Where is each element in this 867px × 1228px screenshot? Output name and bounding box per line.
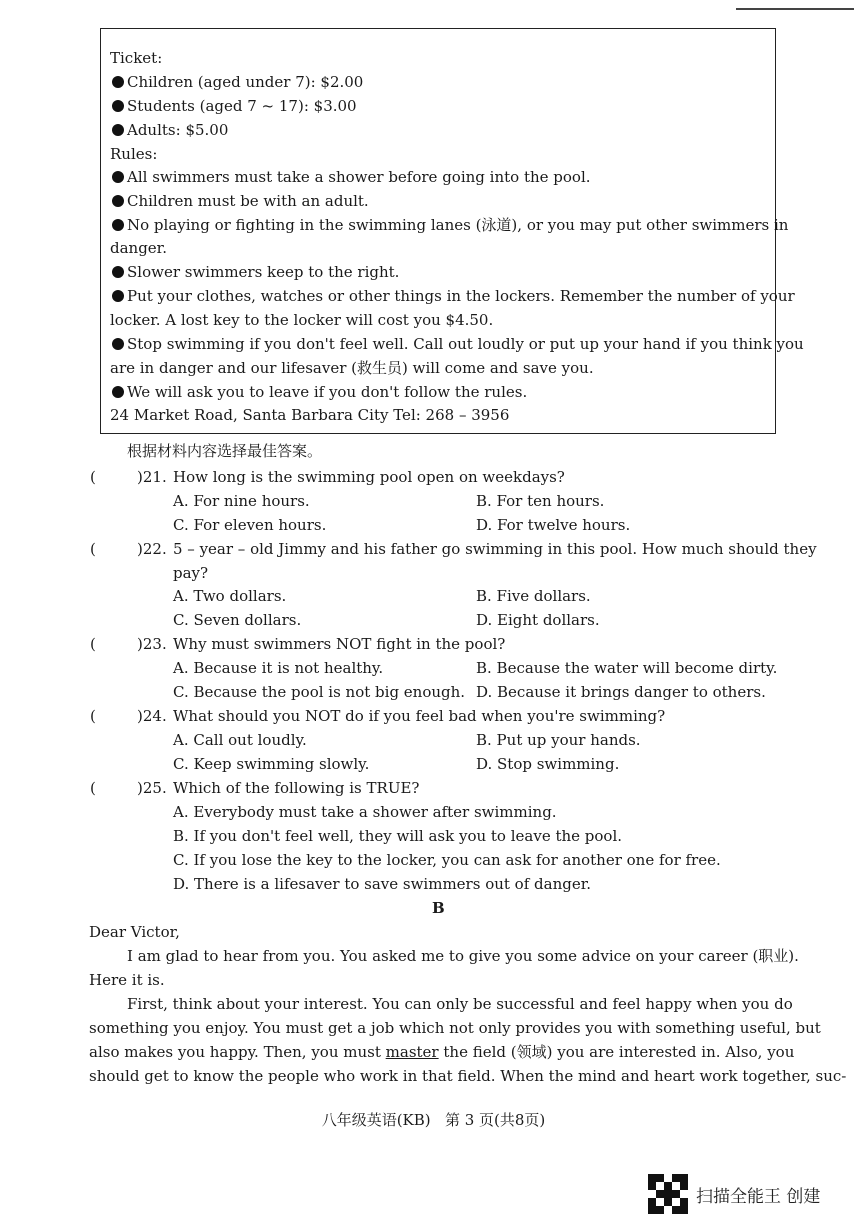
letter-line-1: I am glad to hear from you. You asked me to give you some advice on your career (职业). <box>127 947 799 965</box>
instruction: 根据材料内容选择最佳答案。 <box>127 442 323 460</box>
letter-line-4: something you enjoy. You must get a job which not only provides you with something useful, but <box>89 1019 821 1037</box>
question-21-stem: How long is the swimming pool open on weekdays? <box>173 468 565 486</box>
rule-3-cont: danger. <box>110 239 167 257</box>
bullet-icon <box>112 266 124 278</box>
underlined-word-master: master <box>385 1043 439 1061</box>
question-24-stem: What should you NOT do if you feel bad when you're swimming? <box>173 707 666 725</box>
q23-option-d: D. Because it brings danger to others. <box>476 683 766 701</box>
section-b-label: B <box>432 899 445 917</box>
q22-option-c: C. Seven dollars. <box>173 611 302 629</box>
letter-line-3: First, think about your interest. You can only be successful and feel happy when you do <box>127 995 793 1013</box>
rule-5: Put your clothes, watches or other things in the lockers. Remember the number of your <box>112 286 767 306</box>
answer-bracket-21: ( )21. <box>90 468 167 486</box>
letter-line-6: should get to know the people who work in that field. When the mind and heart work together, suc- <box>89 1067 847 1085</box>
q21-option-c: C. For eleven hours. <box>173 516 327 534</box>
ticket-heading: Ticket: <box>110 49 163 67</box>
q22-option-a: A. Two dollars. <box>173 587 287 605</box>
q24-option-c: C. Keep swimming slowly. <box>173 755 370 773</box>
q24-option-a: A. Call out loudly. <box>173 731 307 749</box>
rule-5-cont: locker. A lost key to the locker will cost you $4.50. <box>110 311 494 329</box>
q21-option-d: D. For twelve hours. <box>476 516 631 534</box>
price-children: Children (aged under 7): $2.00 <box>112 72 363 92</box>
bullet-icon <box>112 290 124 302</box>
letter-line-2: Here it is. <box>89 971 165 989</box>
page-footer: 八年级英语(KB) 第 3 页(共8页) <box>321 1111 546 1129</box>
q24-option-b: B. Put up your hands. <box>476 731 641 749</box>
rule-3: No playing or fighting in the swimming lanes (泳道), or you may put other swimmers in <box>112 215 767 235</box>
answer-bracket-24: ( )24. <box>90 707 167 725</box>
q21-option-b: B. For ten hours. <box>476 492 605 510</box>
question-22-stem: 5 – year – old Jimmy and his father go swimming in this pool. How much should they <box>173 540 817 558</box>
q22-option-b: B. Five dollars. <box>476 587 591 605</box>
q23-option-c: C. Because the pool is not big enough. <box>173 683 466 701</box>
q25-option-d: D. There is a lifesaver to save swimmers out of danger. <box>173 875 592 893</box>
rule-4: Slower swimmers keep to the right. <box>112 262 399 282</box>
question-22-stem-cont: pay? <box>173 564 209 582</box>
q22-option-d: D. Eight dollars. <box>476 611 600 629</box>
rule-6-cont: are in danger and our lifesaver (救生员) will come and save you. <box>110 359 594 377</box>
question-23-stem: Why must swimmers NOT fight in the pool? <box>173 635 506 653</box>
q23-option-a: A. Because it is not healthy. <box>173 659 384 677</box>
bullet-icon <box>112 76 124 88</box>
answer-bracket-23: ( )23. <box>90 635 167 653</box>
q23-option-b: B. Because the water will become dirty. <box>476 659 778 677</box>
q21-option-a: A. For nine hours. <box>173 492 310 510</box>
rule-2: Children must be with an adult. <box>112 191 369 211</box>
rule-1: All swimmers must take a shower before going into the pool. <box>112 167 591 187</box>
q24-option-d: D. Stop swimming. <box>476 755 620 773</box>
bullet-icon <box>112 100 124 112</box>
question-25-stem: Which of the following is TRUE? <box>173 779 420 797</box>
answer-bracket-22: ( )22. <box>90 540 167 558</box>
q25-option-a: A. Everybody must take a shower after swimming. <box>173 803 557 821</box>
scanner-watermark <box>648 1170 858 1218</box>
q25-option-b: B. If you don't feel well, they will ask you to leave the pool. <box>173 827 623 845</box>
price-adults: Adults: $5.00 <box>112 120 228 140</box>
bullet-icon <box>112 219 124 231</box>
letter-greeting: Dear Victor, <box>89 923 180 941</box>
bullet-icon <box>112 338 124 350</box>
q25-option-c: C. If you lose the key to the locker, you can ask for another one for free. <box>173 851 721 869</box>
bullet-icon <box>112 386 124 398</box>
price-students: Students (aged 7 ~ 17): $3.00 <box>112 96 357 116</box>
letter-line-5: also makes you happy. Then, you must master the field (领域) you are interested in. Also, you <box>89 1043 795 1061</box>
answer-bracket-25: ( )25. <box>90 779 167 797</box>
top-rule <box>736 8 854 10</box>
watermark-text: 扫描全能王 创建 <box>696 1186 821 1207</box>
rules-heading: Rules: <box>110 145 158 163</box>
qr-code-icon <box>648 1174 688 1214</box>
rule-6: Stop swimming if you don't feel well. Call out loudly or put up your hand if you think you <box>112 334 767 354</box>
bullet-icon <box>112 171 124 183</box>
bullet-icon <box>112 195 124 207</box>
rule-7: We will ask you to leave if you don't follow the rules. <box>112 382 527 402</box>
bullet-icon <box>112 124 124 136</box>
pool-address: 24 Market Road, Santa Barbara City Tel: 268 – 3956 <box>110 406 510 424</box>
